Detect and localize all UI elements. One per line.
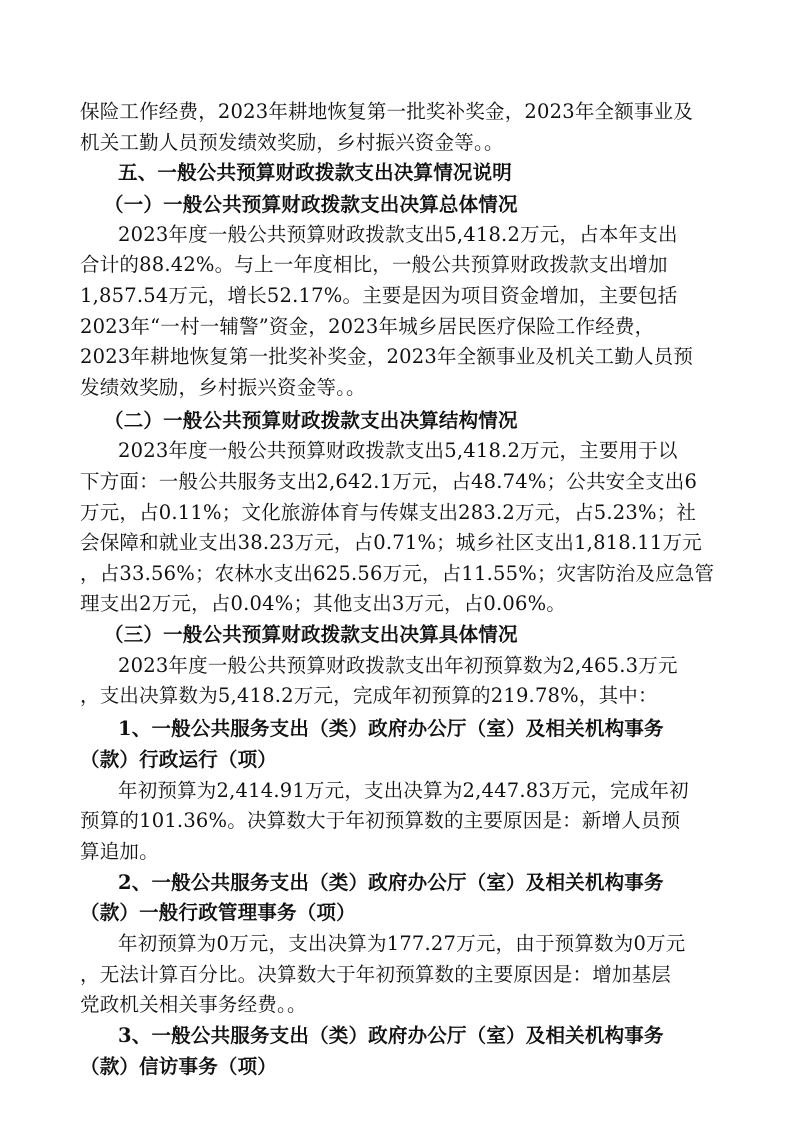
subsection-heading: （三）一般公共预算财政拨款支出决算具体情况	[104, 623, 518, 646]
subsection-heading: （一）一般公共预算财政拨款支出决算总体情况	[104, 193, 518, 216]
body-text-line: 万元，占0.11%；文化旅游体育与传媒支出283.2万元，占5.23%；社	[80, 501, 697, 524]
body-text-line: 2023年度一般公共预算财政拨款支出5,418.2万元，主要用于以	[118, 439, 678, 462]
body-text-line: 理支出2万元，占0.04%；其他支出3万元，占0.06%。	[80, 592, 567, 615]
body-text-line: 2023年“一村一辅警”资金，2023年城乡居民医疗保险工作经费，	[80, 315, 655, 338]
body-text-line: 保险工作经费，2023年耕地恢复第一批奖补奖金，2023年全额事业及	[80, 100, 694, 123]
body-text-line: ，支出决算数为5,418.2万元，完成年初预算的219.78%，其中：	[80, 684, 658, 707]
body-text-line: 年初预算为0万元，支出决算为177.27万元，由于预算数为0万元	[118, 932, 686, 955]
item-heading: 2、一般公共服务支出（类）政府办公厅（室）及相关机构事务	[118, 871, 664, 894]
body-text-line: 合计的88.42%。与上一年度相比，一般公共预算财政拨款支出增加	[80, 253, 668, 276]
body-text-line: 2023年耕地恢复第一批奖补奖金，2023年全额事业及机关工勤人员预	[80, 345, 694, 368]
body-text-line: 会保障和就业支出38.23万元，占0.71%；城乡社区支出1,818.11万元	[80, 531, 702, 554]
body-text-line: 2023年度一般公共预算财政拨款支出5,418.2万元，占本年支出	[118, 223, 678, 246]
body-text-line: ，占33.56%；农林水支出625.56万元，占11.55%；灾害防治及应急管	[80, 562, 715, 585]
body-text-line: 算追加。	[80, 840, 159, 863]
body-text-line: 下方面：一般公共服务支出2,642.1万元，占48.74%；公共安全支出6	[80, 470, 698, 493]
subsection-heading: （二）一般公共预算财政拨款支出决算结构情况	[104, 409, 518, 432]
body-text-line: 党政机关相关事务经费。。	[80, 993, 307, 1016]
item-heading: （款）行政运行（项）	[80, 748, 278, 771]
item-heading: 1、一般公共服务支出（类）政府办公厅（室）及相关机构事务	[118, 717, 664, 740]
body-text-line: 机关工勤人员预发绩效奖励，乡村振兴资金等。。	[80, 131, 504, 154]
body-text-line: 年初预算为2,414.91万元，支出决算为2,447.83万元，完成年初	[118, 779, 689, 802]
body-text-line: 预算的101.36%。决算数大于年初预算数的主要原因是：新增人员预	[80, 809, 681, 832]
item-heading: （款）信访事务（项）	[80, 1055, 278, 1078]
body-text-line: 1,857.54万元，增长52.17%。主要是因为项目资金增加，主要包括	[80, 284, 678, 307]
section-heading: 五、一般公共预算财政拨款支出决算情况说明	[118, 161, 513, 184]
body-text-line: 发绩效奖励，乡村振兴资金等。。	[80, 376, 366, 399]
item-heading: （款）一般行政管理事务（项）	[80, 901, 356, 924]
body-text-line: ，无法计算百分比。决算数大于年初预算数的主要原因是：增加基层	[80, 963, 672, 986]
item-heading: 3、一般公共服务支出（类）政府办公厅（室）及相关机构事务	[118, 1024, 664, 1047]
body-text-line: 2023年度一般公共预算财政拨款支出年初预算数为2,465.3万元	[118, 654, 678, 677]
